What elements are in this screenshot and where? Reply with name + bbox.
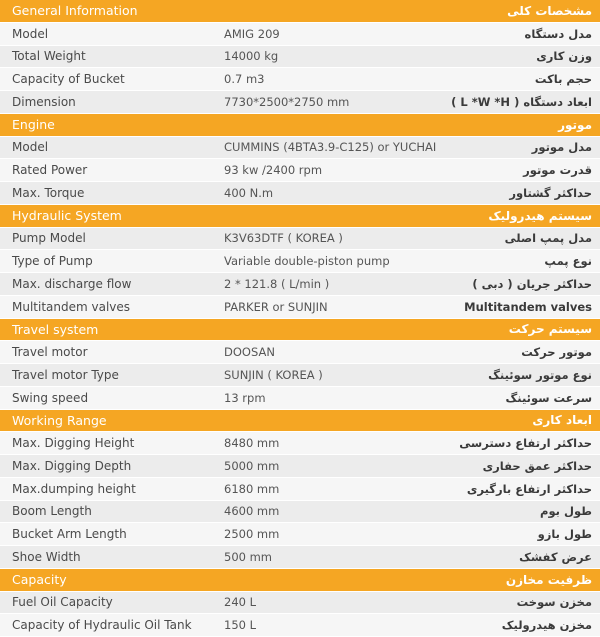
section-header [0,319,600,342]
section-title: Working Range [12,412,107,428]
spec-row [0,228,600,251]
spec-row [0,455,600,478]
spec-label: Model [12,26,49,41]
spec-label-fa: حداکثر ارتفاع بارگیری [466,481,592,496]
section-title: Capacity [12,572,67,588]
spec-value: Variable double-piston pump [224,254,390,269]
spec-row [0,159,600,182]
spec-row [0,614,600,637]
spec-label: Total Weight [12,49,86,64]
spec-label-fa: عرض کفشک [519,549,592,564]
section-title: General Information [12,3,138,19]
spec-value: 400 N.m [224,185,274,200]
spec-label: Dimension [12,94,76,109]
spec-row [0,250,600,273]
section-title-fa: ابعاد کاری [532,413,592,428]
spec-row [0,432,600,455]
spec-row [0,478,600,501]
spec-value: DOOSAN [224,345,275,360]
spec-row [0,592,600,615]
spec-label-fa: حجم باکت [534,72,592,87]
spec-label-fa: حداکثر گشتاور [509,185,592,200]
spec-value: SUNJIN ( KOREA ) [224,367,323,382]
spec-label: Boom Length [12,504,92,519]
section-title-fa: ظرفیت مخازن [505,572,592,587]
spec-label-fa: ابعاد دستگاه ( L *W *H ) [451,94,592,109]
spec-label-fa: نوع پمپ [544,254,592,269]
section-header [0,205,600,228]
section-title-fa: مشخصات کلی [507,3,592,18]
spec-row [0,91,600,114]
section-header [0,569,600,592]
spec-value: 13 rpm [224,390,266,405]
spec-value: 150 L [224,618,257,633]
spec-row [0,546,600,569]
section-header [0,410,600,433]
spec-label-fa: Multitandem valves [464,299,592,314]
section-header [0,114,600,137]
spec-row [0,387,600,410]
spec-label: Shoe Width [12,549,81,564]
spec-label: Max. discharge flow [12,276,132,291]
spec-row [0,23,600,46]
spec-row [0,273,600,296]
spec-label: Max. Digging Height [12,436,135,451]
spec-value: 5000 mm [224,458,280,473]
spec-value: AMIG 209 [224,26,280,41]
spec-value: 4600 mm [224,504,280,519]
spec-value: 240 L [224,595,257,610]
spec-label: Max. Digging Depth [12,458,132,473]
section-title: Travel system [12,321,99,337]
spec-label: Rated Power [12,163,88,178]
section-title: Engine [12,117,55,133]
spec-row [0,501,600,524]
spec-value: 2 * 121.8 ( L/min ) [224,276,330,291]
section-title: Hydraulic System [12,208,122,224]
spec-label-fa: حداکثر جریان ( دبی ) [472,276,592,291]
spec-label: Pump Model [12,231,86,246]
spec-label: Multitandem valves [12,299,131,314]
spec-value: 6180 mm [224,481,280,496]
spec-label-fa: مخزن سوخت [516,595,592,610]
spec-label: Max.dumping height [12,481,136,496]
spec-label: Capacity of Hydraulic Oil Tank [12,618,192,633]
spec-label-fa: مخزن هیدرولیک [501,618,592,633]
spec-label: Bucket Arm Length [12,527,127,542]
spec-label-fa: طول بازو [537,527,592,542]
spec-label: Max. Torque [12,185,85,200]
spec-row [0,182,600,205]
spec-value: K3V63DTF ( KOREA ) [224,231,343,246]
spec-value: PARKER or SUNJIN [224,299,328,314]
spec-value: 2500 mm [224,527,280,542]
spec-label-fa: حداکثر ارتفاع دسترسی [459,436,592,451]
spec-row [0,68,600,91]
spec-label-fa: قدرت موتور [523,163,592,178]
spec-value: 500 mm [224,549,273,564]
spec-value: 8480 mm [224,436,280,451]
spec-label-fa: حداکثر عمق حفاری [482,458,592,473]
spec-row [0,46,600,69]
spec-label: Model [12,140,49,155]
spec-row [0,296,600,319]
spec-label-fa: مدل دستگاه [524,26,592,41]
spec-value: 7730*2500*2750 mm [224,94,350,109]
section-title-fa: موتور [558,117,592,132]
spec-label-fa: وزن کاری [536,49,592,64]
spec-label: Travel motor Type [12,367,119,382]
spec-label: Capacity of Bucket [12,72,125,87]
spec-value: CUMMINS (4BTA3.9-C125) or YUCHAI [224,140,437,155]
spec-label-fa: نوع موتور سوئینگ [488,367,592,382]
spec-label-fa: مدل پمپ اصلی [504,231,592,246]
spec-row [0,523,600,546]
section-title-fa: سیستم هیدرولیک [488,208,592,223]
spec-label-fa: سرعت سوئینگ [505,390,592,405]
spec-value: 93 kw /2400 rpm [224,163,323,178]
spec-label-fa: مدل موتور [531,140,592,155]
spec-row [0,364,600,387]
spec-label: Fuel Oil Capacity [12,595,113,610]
spec-value: 0.7 m3 [224,72,265,87]
spec-label: Swing speed [12,390,89,405]
spec-label-fa: طول بوم [540,504,592,519]
section-title-fa: سیستم حرکت [508,322,592,337]
spec-value: 14000 kg [224,49,279,64]
spec-label: Type of Pump [12,254,93,269]
spec-label: Travel motor [12,345,88,360]
section-header [0,0,600,23]
spec-row [0,341,600,364]
spec-label-fa: موتور حرکت [521,345,592,360]
spec-row [0,137,600,160]
